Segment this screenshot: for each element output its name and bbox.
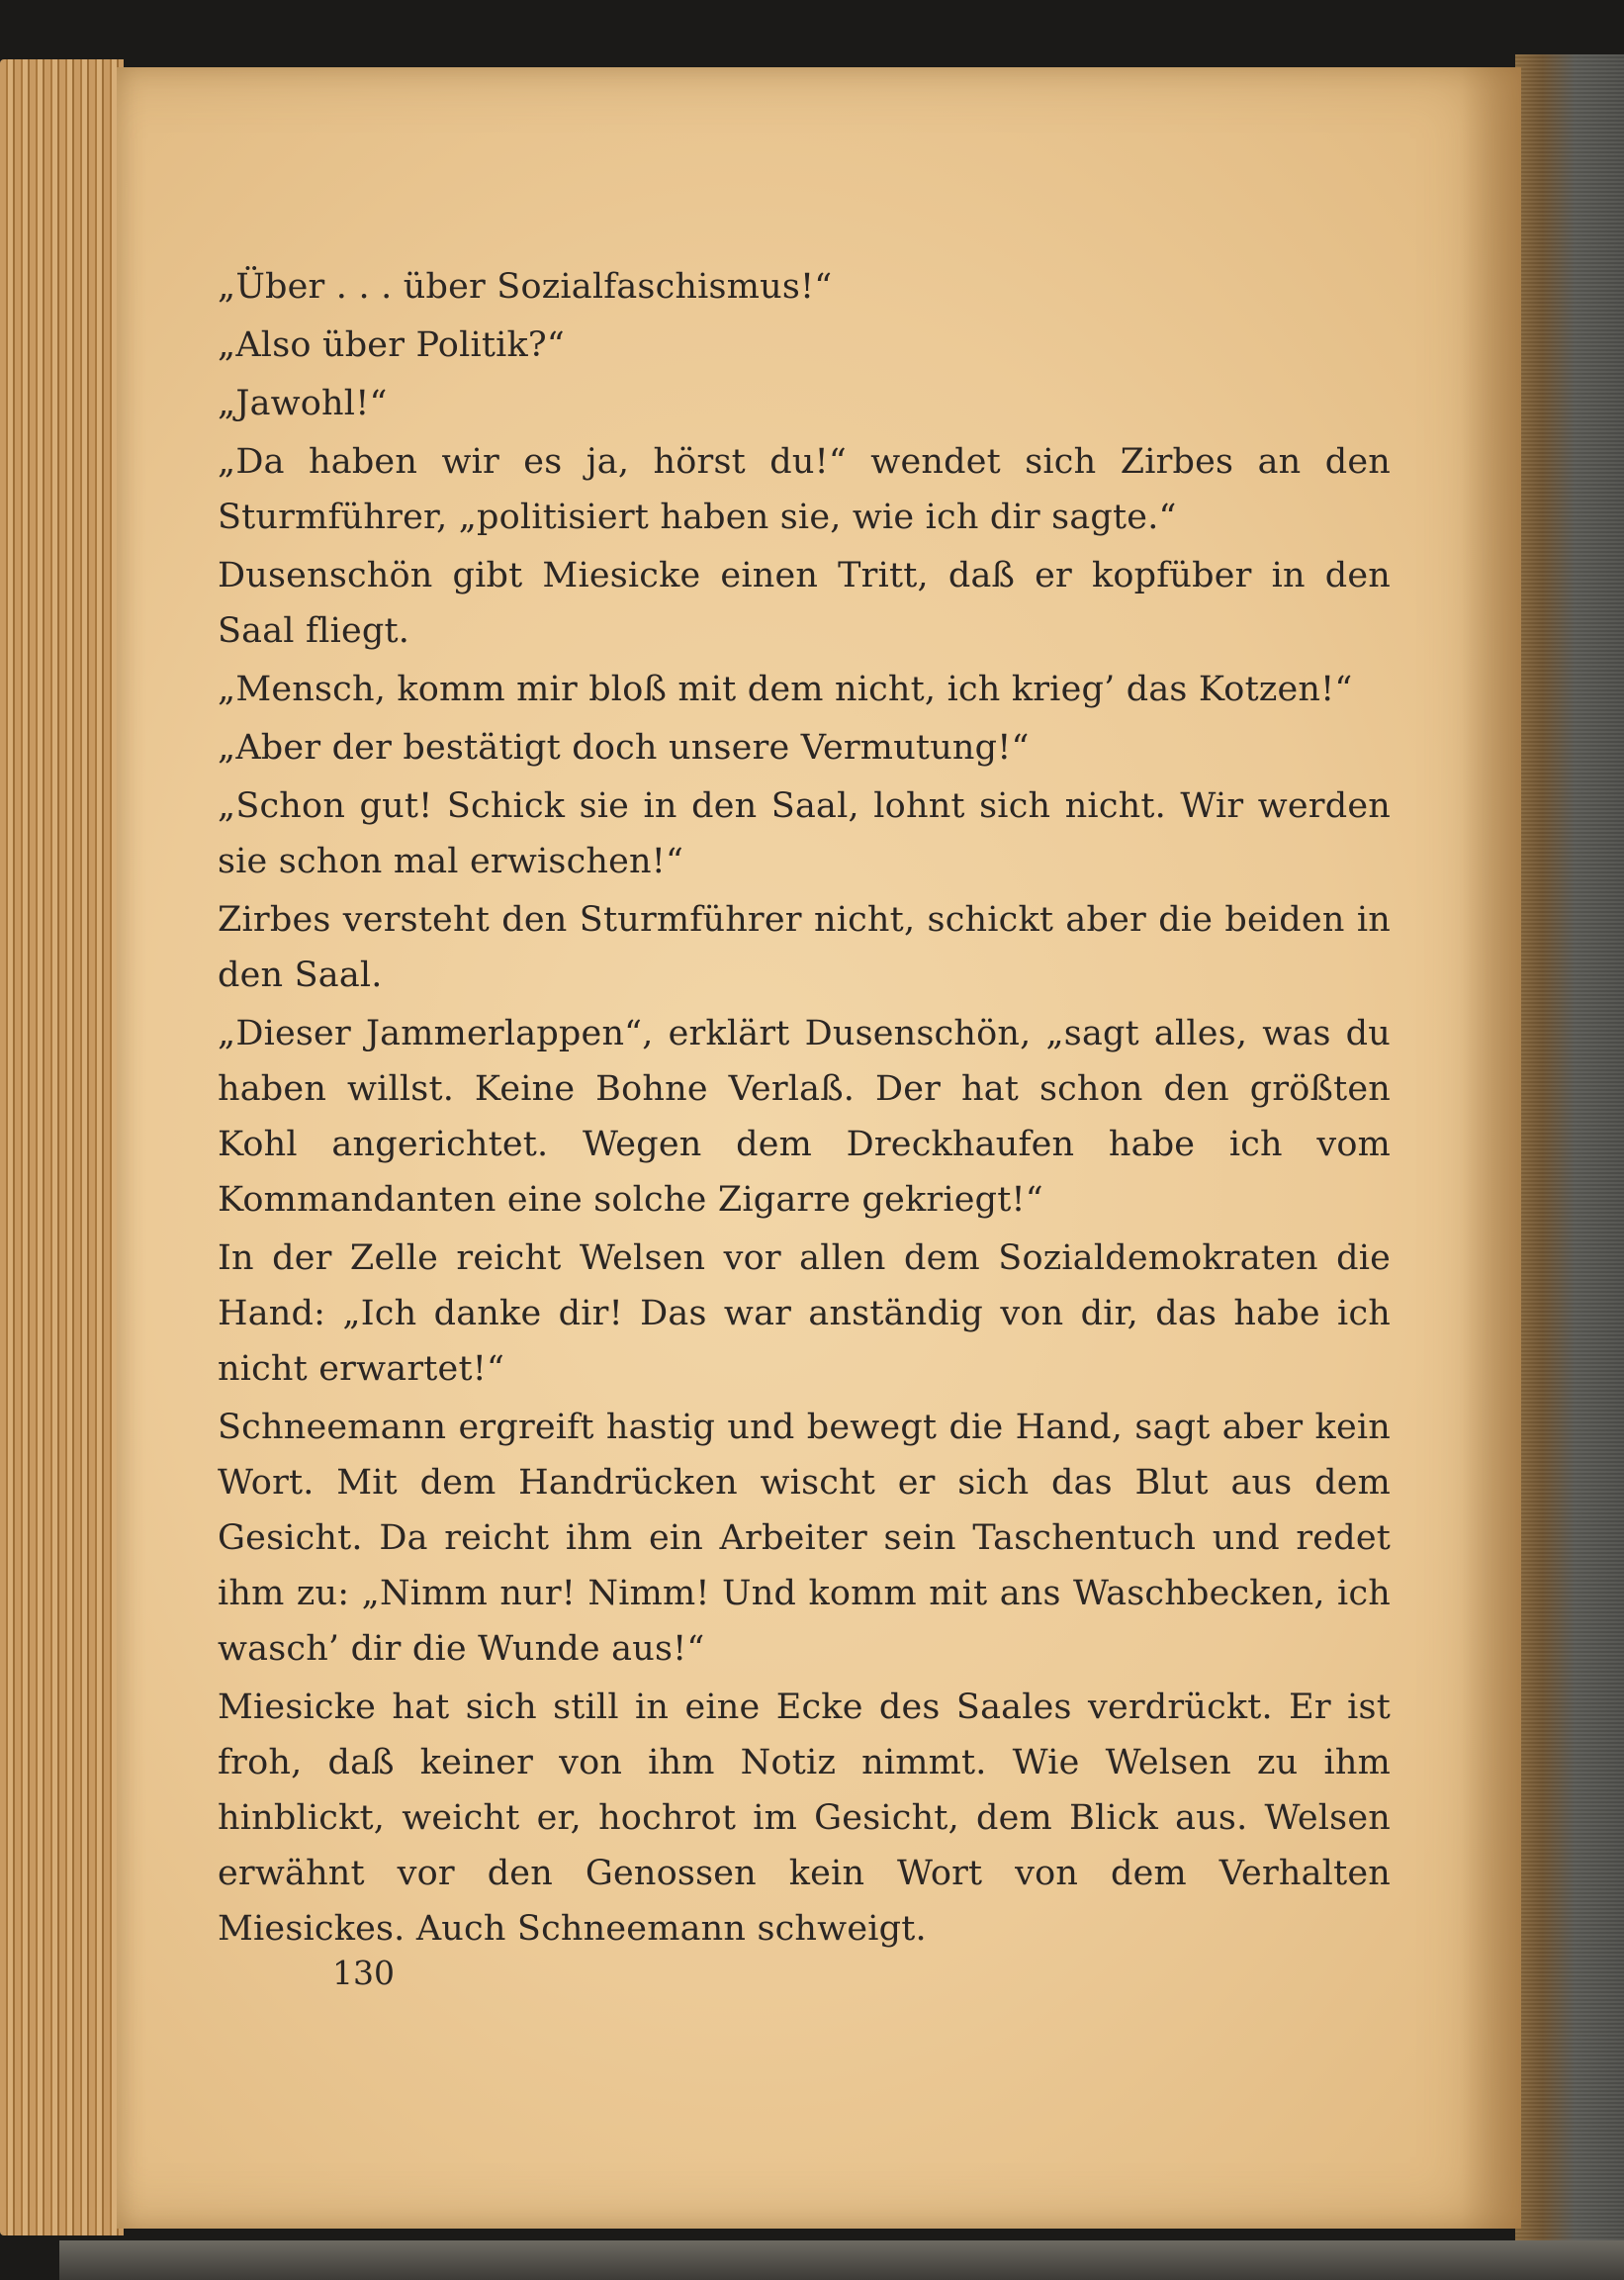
- paragraph-4: „Da haben wir es ja, hörst du!“ wendet sich Zirbes an den Sturmführer, „politisiert haben sie, wie ich dir sagte.“: [218, 442, 1391, 537]
- paragraph-2: „Also über Politik?“: [218, 325, 565, 365]
- paragraph-13: Miesicke hat sich still in eine Ecke des Saales verdrückt. Er ist froh, daß keiner von ihm Notiz nimmt. Wie Welsen zu ihm hinblickt, weicht er, hochrot im Gesicht, dem Blick aus. Welsen erwähnt vor den Genossen kein Wort von dem Verhalten Miesickes. Auch Schneemann schweigt.: [218, 1687, 1391, 1949]
- paragraph-1: „Über . . . über Sozialfaschismus!“: [218, 267, 833, 307]
- page-text: [218, 259, 1391, 1960]
- book-cover-bottom: [59, 2240, 1624, 2280]
- paragraph-5: Dusenschön gibt Miesicke einen Tritt, daß er kopfüber in den Saal fliegt.: [218, 556, 1391, 651]
- paragraph-10: „Dieser Jammerlappen“, erklärt Dusenschön, „sagt alles, was du haben willst. Keine Bohne Verlaß. Der hat schon den größten Kohl angerichtet. Wegen dem Dreckhaufen habe ich vom Kommandanten eine solche Zigarre gekriegt!“: [218, 1014, 1391, 1220]
- paragraph-7: „Aber der bestätigt doch unsere Vermutung!“: [218, 728, 1030, 768]
- paragraph-3: „Jawohl!“: [218, 384, 388, 423]
- paragraph-6: „Mensch, komm mir bloß mit dem nicht, ich krieg’ das Kotzen!“: [218, 670, 1353, 709]
- page-number: 130: [332, 1954, 395, 1992]
- page-stack-edge: [0, 59, 124, 2235]
- paragraph-12: Schneemann ergreift hastig und bewegt die Hand, sagt aber kein Wort. Mit dem Handrücken wischt er sich das Blut aus dem Gesicht. Da reicht ihm ein Arbeiter sein Taschentuch und redet ihm zu: „Nimm nur! Nimm! Und komm mit ans Waschbecken, ich wasch’ dir die Wunde aus!“: [218, 1408, 1391, 1669]
- page-gutter-shadow: [1462, 67, 1521, 2229]
- paragraph-8: „Schon gut! Schick sie in den Saal, lohnt sich nicht. Wir werden sie schon mal erwischen!“: [218, 786, 1391, 881]
- paragraph-9: Zirbes versteht den Sturmführer nicht, schickt aber die beiden in den Saal.: [218, 900, 1391, 995]
- book-cover-right: [1515, 54, 1624, 2240]
- paragraph-11: In der Zelle reicht Welsen vor allen dem Sozialdemokraten die Hand: „Ich danke dir! Das war anständig von dir, das habe ich nicht erwartet!“: [218, 1238, 1391, 1389]
